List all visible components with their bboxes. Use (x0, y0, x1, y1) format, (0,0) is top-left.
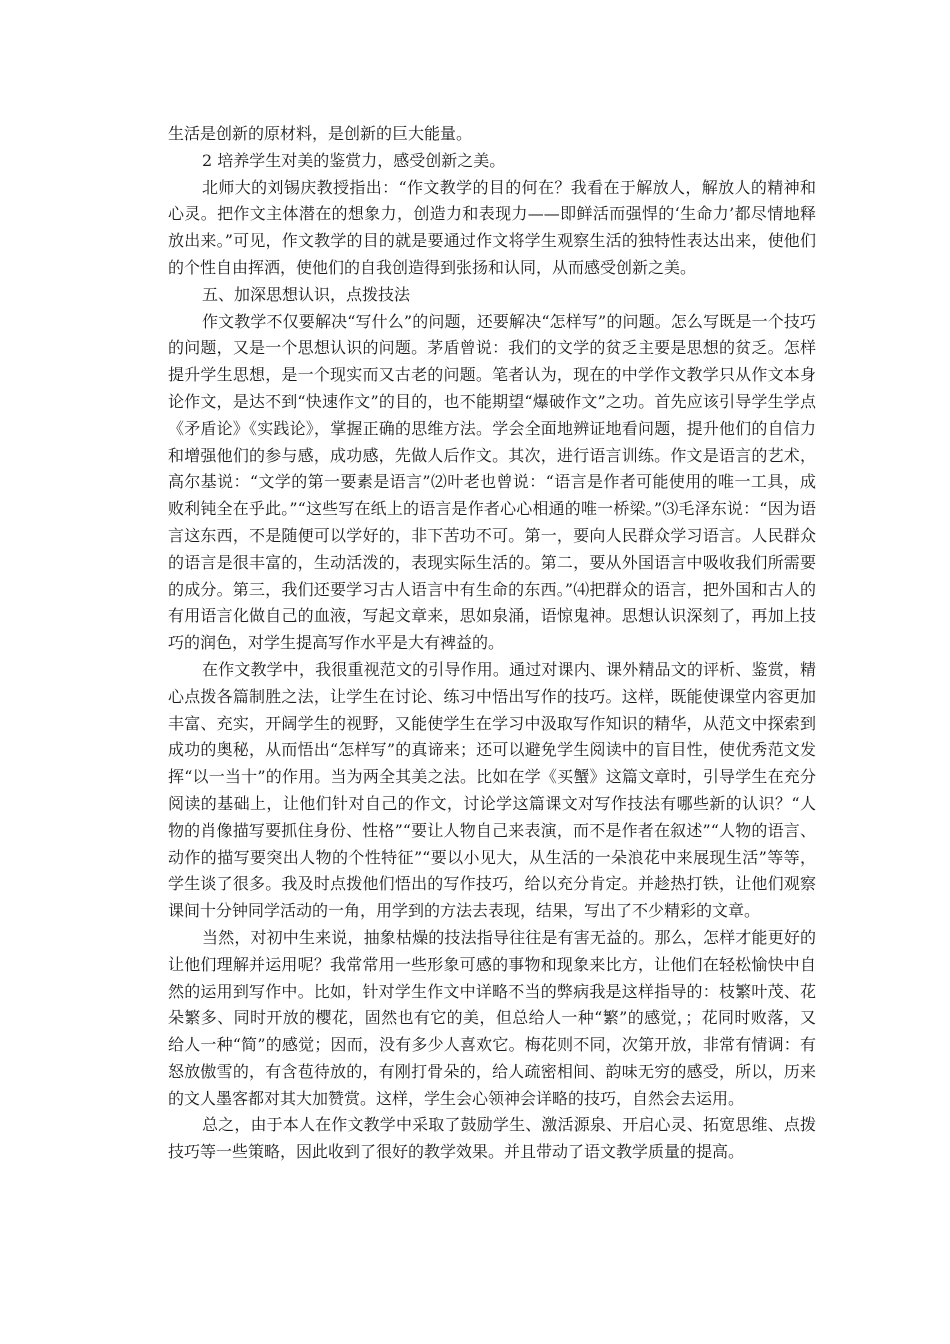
paragraph: 当然，对初中生来说，抽象枯燥的技法指导往往是有害无益的。那么，怎样才能更好的让他们理解并运用呢？我常常用一些形象可感的事物和现象来比方，让他们在轻松愉快中自然的运用到写作中。比如，针对学生作文中详略不当的弊病我是这样指导的：枝繁叶茂、花朵繁多、同时开放的樱花，固然也有它的美，但总给人一种“繁”的感觉，；花同时败落，又给人一种“简”的感觉；因而，没有多少人喜欢它。梅花则不同，次第开放，非常有情调：有怒放傲雪的，有含苞待放的，有刚打骨朵的，给人疏密相间、韵味无穷的感受，所以，历来的文人墨客都对其大加赞赏。这样，学生会心领神会详略的技巧，自然会去运用。 (168, 927, 816, 1108)
subsection-heading: 2 培养学生对美的鉴赏力，感受创新之美。 (202, 150, 506, 170)
section-heading: 五、加深思想认识，点拨技法 (202, 284, 411, 304)
paragraph-continuation: 生活是创新的原材料，是创新的巨大能量。 (168, 124, 473, 143)
paragraph: 在作文教学中，我很重视范文的引导作用。通过对课内、课外精品文的评析、鉴赏，精心点拨各篇制胜之法，让学生在讨论、练习中悟出写作的技巧。这样，既能使课堂内容更加丰富、充实，开阔学生的视野，又能使学生在学习中汲取写作知识的精华，从范文中探索到成功的奥秘，从而悟出“怎样写”的真谛来；还可以避免学生阅读中的盲目性，使优秀范文发挥“以一当十”的作用。当为两全其美之法。比如在学《买蟹》这篇文章时，引导学生在充分阅读的基础上，让他们针对自己的作文，讨论学这篇课文对写作技法有哪些新的认识？“人物的肖像描写要抓住身份、性格”“要让人物自己来表演，而不是作者在叙述”“人物的语言、动作的描写要突出人物的个性特征”“要以小见大，从生活的一朵浪花中来展现生活”等等，学生谈了很多。我及时点拨他们悟出的写作技巧，给以充分肯定。并趁热打铁，让他们观察课间十分钟同学活动的一角，用学到的方法去表现，结果，写出了不少精彩的文章。 (168, 659, 816, 921)
paragraph: 作文教学不仅要解决“写什么”的问题，还要解决“怎样写”的问题。怎么写既是一个技巧的问题，又是一个思想认识的问题。茅盾曾说：我们的文学的贫乏主要是思想的贫乏。怎样提升学生思想，是一个现实而又古老的问题。笔者认为，现在的中学作文教学只从作文本身论作文，是达不到“快速作文”的目的，也不能期望“爆破作文”之功。首先应该引导学生学点《矛盾论》《实践论》，掌握正确的思维方法。学会全面地辨证地看问题，提升他们的自信力和增强他们的参与感，成功感，先做人后作文。其次，进行语言训练。作文是语言的艺术，高尔基说：“文学的第一要素是语言”⑵叶老也曾说：“语言是作者可能使用的唯一工具，成败利钝全在乎此。”“这些写在纸上的语言是作者心心相通的唯一桥梁。”⑶毛泽东说：“因为语言这东西，不是随便可以学好的，非下苦功不可。第一，要向人民群众学习语言。人民群众的语言是很丰富的，生动活泼的，表现实际生活的。第二，要从外国语言中吸收我们所需要的成分。第三，我们还要学习古人语言中有生命的东西。”⑷把群众的语言，把外国和古人的有用语言化做自己的血液，写起文章来，思如泉涌，语惊鬼神。思想认识深刻了，再加上技巧的润色，对学生提高写作水平是大有裨益的。 (168, 311, 816, 653)
paragraph: 北师大的刘锡庆教授指出：“作文教学的目的何在？我看在于解放人，解放人的精神和心灵。把作文主体潜在的想象力，创造力和表现力——即鲜活而强悍的‘生命力’都尽情地释放出来。”可见，作文教学的目的就是要通过作文将学生观察生活的独特性表达出来，使他们的个性自由挥洒，使他们的自我创造得到张扬和认同，从而感受创新之美。 (168, 177, 816, 277)
paragraph-conclusion: 总之，由于本人在作文教学中采取了鼓励学生、激活源泉、开启心灵、拓宽思维、点拨技巧等一些策略，因此收到了很好的教学效果。并且带动了语文教学质量的提高。 (168, 1115, 816, 1162)
document-body (168, 121, 816, 1166)
